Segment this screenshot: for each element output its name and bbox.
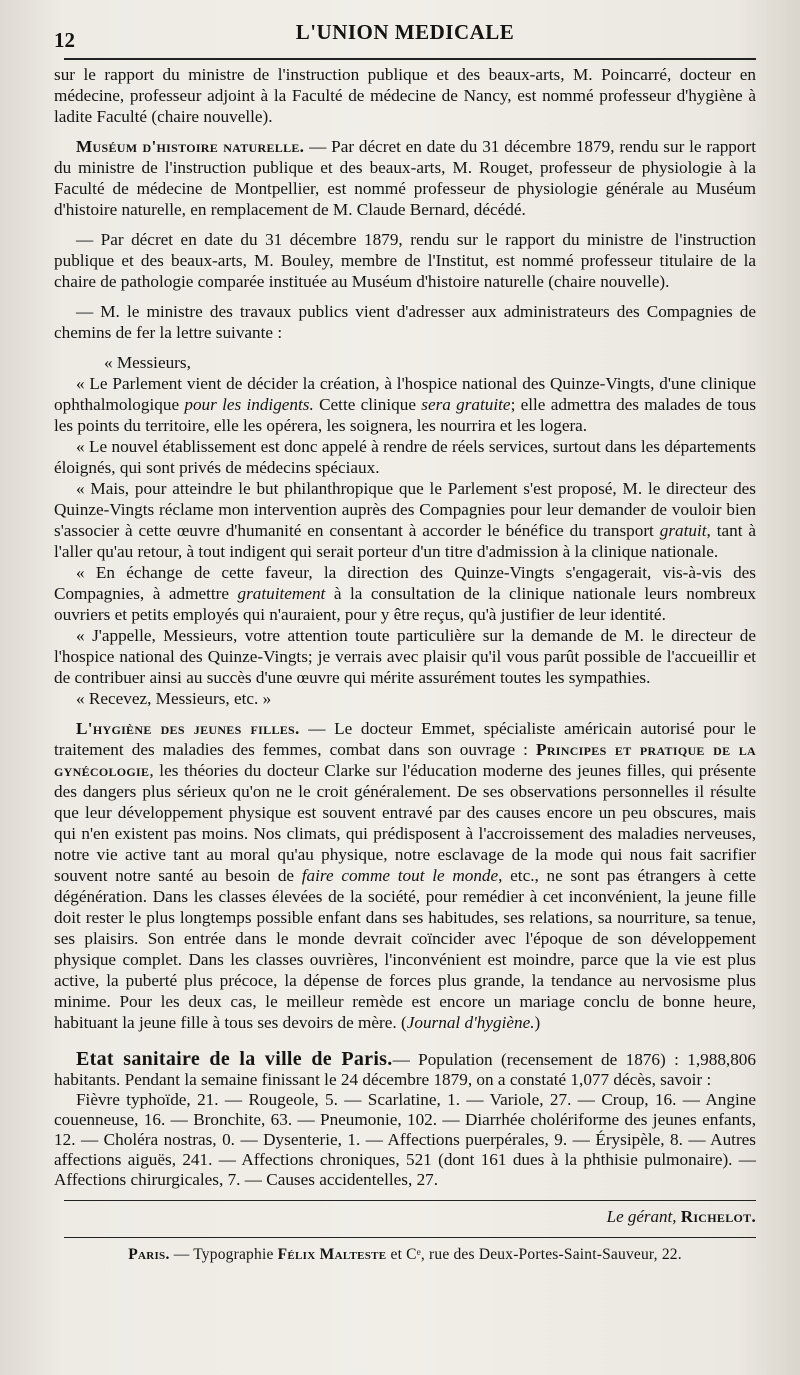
letter-p4-text-a: « En échange de cette faveur, la direction des Quinze-Vingts s'engagerait, vis-à-vis des Compagnies, à admettre xyxy=(54,563,756,603)
imprint-line xyxy=(54,1246,756,1264)
etat-details xyxy=(54,1090,756,1190)
body-text xyxy=(54,64,756,1190)
imprint-text-a: — Typographie xyxy=(169,1246,278,1263)
letter-block xyxy=(54,352,756,709)
page-number: 12 xyxy=(54,28,75,52)
imprint-text-b: et Cᵉ, rue des Deux-Portes-Saint-Sauveur, 22. xyxy=(386,1246,682,1263)
paragraph-hygiene xyxy=(54,718,756,1033)
imprint-city: Paris. xyxy=(128,1246,170,1263)
letter-p1-emphasis-1: pour les indigents. xyxy=(184,395,314,414)
letter-p3-text-b: , tant à l'aller qu'au retour, à tout indigent qui serait porteur d'un titre d'admission à la clinique nationale. xyxy=(54,521,757,561)
letter-paragraph-5 xyxy=(54,625,756,688)
letter-salutation xyxy=(54,352,756,373)
letter-closing-text: « Recevez, Messieurs, etc. » xyxy=(76,689,272,708)
etat-details-text: Fièvre typhoïde, 21. — Rougeole, 5. — Scarlatine, 1. — Variole, 27. — Croup, 16. — Angine couenneuse, 16. — Bronchite, 63. — Pneumonie, 102. — Diarrhée cholériforme des jeunes enfants, 12. — Choléra nostras, 0. — Dysenterie, 1. — Affections puerpérales, 9. — Érysipèle, 8. — Autres affections aiguës, 241. — Affections chroniques, 521 (dont 161 dues à la phthisie pulmonaire). — Affections chirurgicales, 7. — Causes accidentelles, 27. xyxy=(54,1090,756,1189)
letter-p4-emphasis: gratuitement xyxy=(237,584,326,603)
section-lead-museum: Muséum d'histoire naturelle. xyxy=(76,137,305,156)
letter-paragraph-4 xyxy=(54,562,756,625)
footer-rule-bottom xyxy=(64,1237,756,1238)
letter-p3-emphasis: gratuit xyxy=(659,521,707,540)
etat-intro xyxy=(54,1049,756,1090)
paragraph-ministre-text: — M. le ministre des travaux publics vient d'adresser aux administrateurs des Compagnies de chemins de fer la lettre suivante : xyxy=(54,302,756,342)
letter-closing xyxy=(54,688,756,709)
section-lead-hygiene: L'hygiène des jeunes filles. xyxy=(76,719,300,738)
letter-p2-text: « Le nouvel établissement est donc appelé à rendre de réels services, surtout dans les départements éloignés, qui sont privés de médecins spéciaux. xyxy=(54,437,756,477)
letter-p1-text-c: ; elle admettra des malades de tous les points du territoire, elle les opérera, les soignera, les nourrira et les logera. xyxy=(54,395,757,435)
letter-salutation-text: « Messieurs, xyxy=(104,353,191,372)
page-header xyxy=(54,14,756,52)
gerant-signature xyxy=(54,1207,756,1227)
paragraph-museum xyxy=(54,136,756,220)
gerant-name: Richelot. xyxy=(680,1207,756,1226)
paragraph-nancy-text: sur le rapport du ministre de l'instruction publique et des beaux-arts, M. Poincarré, docteur en médecine, professeur adjoint à la Faculté de médecine de Nancy, est nommé professeur d'hygiène à ladite Faculté (chaire nouvelle). xyxy=(54,65,756,126)
hygiene-text-d: ) xyxy=(534,1013,541,1032)
paragraph-bouley-text: — Par décret en date du 31 décembre 1879, rendu sur le rapport du ministre de l'instruction publique et des beaux-arts, M. Bouley, membre de l'Institut, est nommé professeur titulaire de la chaire de pathologie comparée instituée au Muséum d'histoire naturelle (chaire nouvelle). xyxy=(54,230,756,291)
letter-paragraph-2 xyxy=(54,436,756,478)
letter-p3-text-a: « Mais, pour atteindre le but philanthropique que le Parlement s'est proposé, M. le directeur des Quinze-Vingts réclame mon intervention auprès des Compagnies pour leur demander de vouloir bien s'associer à cette œuvre d'humanité en consentant à accorder le bénéfice du transport xyxy=(54,479,756,540)
hygiene-emphasis: faire comme tout le monde xyxy=(301,866,499,885)
letter-p1-text-b: Cette clinique xyxy=(313,395,422,414)
paragraph-museum-text: — Par décret en date du 31 décembre 1879, rendu sur le rapport du ministre de l'instruction publique et des beaux-arts, M. Rouget, professeur de physiologie à la Faculté de médecine de Montpellier, est nommé professeur de physiologie générale au Muséum d'histoire naturelle, en remplacement de M. Claude Bernard, décédé. xyxy=(54,137,756,219)
etat-intro-text: — Population (recensement de 1876) : 1,988,806 habitants. Pendant la semaine finissant le 24 décembre 1879, on a constaté 1,077 décès, savoir : xyxy=(54,1050,756,1089)
etat-title: Etat sanitaire de la ville de Paris. xyxy=(76,1048,393,1070)
header-rule xyxy=(64,58,756,60)
letter-p1-text-a: « Le Parlement vient de décider la création, à l'hospice national des Quinze-Vingts, d'une clinique ophthalmologique xyxy=(54,374,756,414)
hygiene-text-c: , etc., ne sont pas étrangers à cette dégénération. Dans les classes élevées de la société, pour remédier à cet inconvénient, la jeune fille doit rester le plus longtemps possible enfant dans ses habitudes, ses relations, sa nourriture, sa tenue, ses plaisirs. Son entrée dans le monde devrait coïncider avec l'époque de son développement physique complet. Dans les classes ouvrières, l'inconvénient est moindre, parce que la vie est plus active, la puberté plus précoce, la dépense de forces plus grande, la tendance au nervosisme plus minime. Pour les deux cas, le meilleur remède est encore un mariage conclu de bonne heure, habituant la jeune fille à tous ses devoirs de mère. ( xyxy=(54,866,756,1032)
letter-p5-text: « J'appelle, Messieurs, votre attention toute particulière sur la demande de M. le directeur de l'hospice national des Quinze-Vingts; je verrais avec plaisir qu'il vous parût possible de l'accueillir et de contribuer ainsi au succès d'une œuvre qui mérite assurément toutes les sympathies. xyxy=(54,626,756,687)
imprint-printer: Félix Malteste xyxy=(277,1246,387,1263)
hygiene-book-title: Principes et pratique de la gynécologie xyxy=(54,740,757,780)
paragraph-bouley xyxy=(54,229,756,292)
footer-rule-top xyxy=(64,1200,756,1201)
hygiene-source: Journal d'hygiène. xyxy=(406,1013,535,1032)
letter-paragraph-1 xyxy=(54,373,756,436)
hygiene-text-a: — Le docteur Emmet, spécialiste américain autorisé pour le traitement des maladies des femmes, combat dans son ouvrage : xyxy=(54,719,756,759)
etat-sanitaire-section xyxy=(54,1049,756,1190)
letter-paragraph-3 xyxy=(54,478,756,562)
paragraph-nancy xyxy=(54,64,756,127)
running-title: L'UNION MEDICALE xyxy=(295,20,515,44)
letter-p1-emphasis-2: sera gratuite xyxy=(421,395,511,414)
letter-p4-text-b: à la consultation de la clinique nationale leurs nombreux ouvriers et petits employés qui n'auraient, pour y être reçus, qu'à justifier de leur identité. xyxy=(54,584,756,624)
paragraph-ministre xyxy=(54,301,756,343)
gerant-label: Le gérant, xyxy=(606,1207,681,1226)
hygiene-text-b: , les théories du docteur Clarke sur l'éducation moderne des jeunes filles, qui présente des dangers plus sérieux qu'on ne le croit généralement. De ses observations personnelles il résulte que leur développement physique est souvent entravé par des causes encore un peu obscures, mais qui n'en existent pas moins. Nos climats, qui prédisposent à l'accroissement des maladies nerveuses, notre vie active tant au moral qu'au physique, notre esclavage de la mode qui nous fait sacrifier souvent notre santé au besoin de xyxy=(54,761,756,885)
